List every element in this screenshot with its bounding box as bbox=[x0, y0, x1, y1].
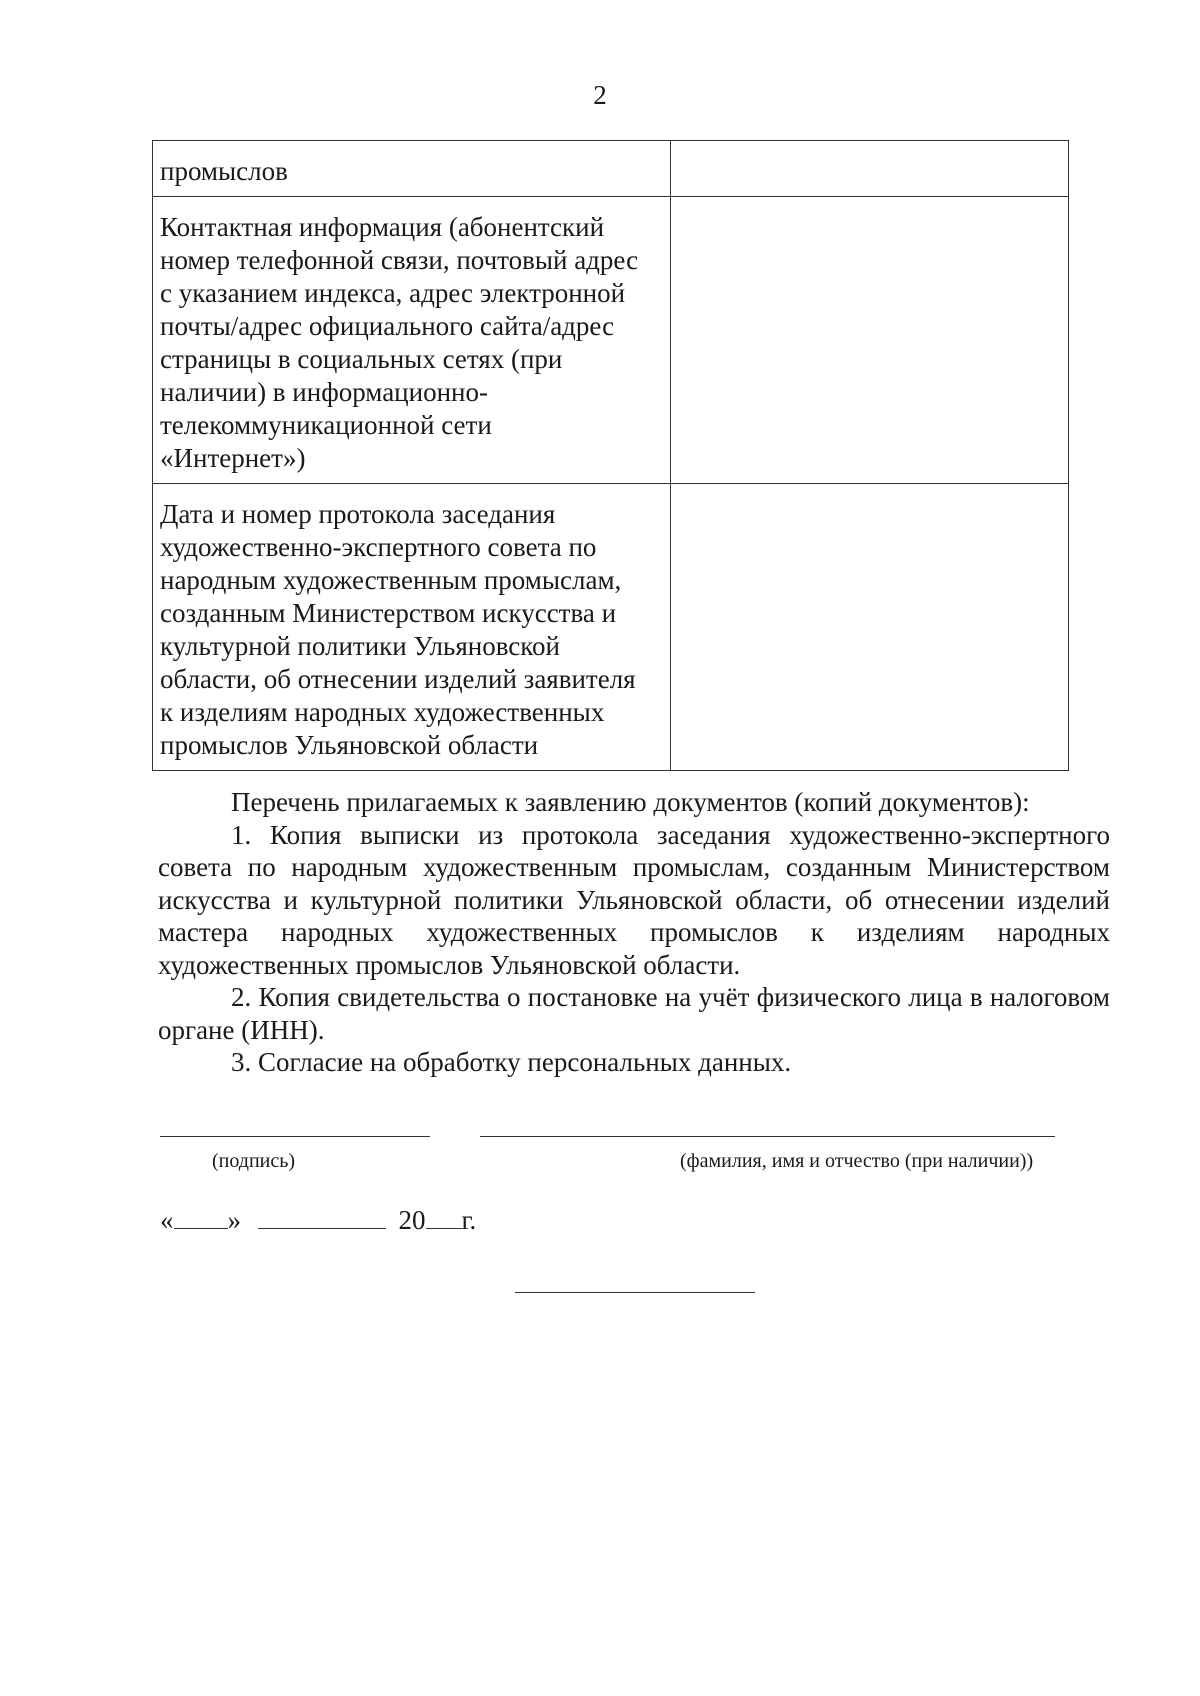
list-item: 1. Копия выписки из протокола заседания художественно-экспертного совета по народным художественным промыслам, созданным Министерством искусства и культурной политики Ульяновской области, об отнесении изделий мастера народных художественных промыслов к изделиям народных художественных промыслов Ульяновской области. bbox=[158, 819, 1110, 980]
year-blank[interactable] bbox=[426, 1204, 462, 1229]
year-prefix: 20 bbox=[398, 1205, 426, 1235]
end-divider bbox=[515, 1292, 755, 1293]
open-quote: « bbox=[160, 1205, 174, 1235]
table-row bbox=[153, 484, 1069, 771]
attached-documents-list bbox=[158, 786, 1110, 1079]
year-suffix: г. bbox=[461, 1205, 477, 1235]
field-value[interactable] bbox=[671, 484, 1069, 771]
field-label: Контактная информация (абонентский номер телефонной связи, почтовый адрес с указанием индекса, адрес электронной почты/адрес официального сайта/адрес страницы в социальных сетях (при наличии) в информационно- телекоммуникационной сети «Интернет») bbox=[153, 197, 671, 484]
field-value[interactable] bbox=[671, 197, 1069, 484]
list-item: 3. Согласие на обработку персональных данных. bbox=[231, 1047, 792, 1077]
date-field bbox=[160, 1204, 476, 1236]
table-row bbox=[153, 197, 1069, 484]
field-label: Дата и номер протокола заседания художественно-экспертного совета по народным художественным промыслам, созданным Министерством искусства и культурной политики Ульяновской области, об отнесении изделий заявителя к изделиям народных художественных промыслов Ульяновской области bbox=[153, 484, 671, 771]
table-row bbox=[153, 141, 1069, 197]
field-label: промыслов bbox=[153, 141, 671, 197]
field-value[interactable] bbox=[671, 141, 1069, 197]
signature-caption: (подпись) bbox=[212, 1150, 296, 1172]
signature-line[interactable] bbox=[160, 1136, 430, 1137]
full-name-line[interactable] bbox=[480, 1136, 1055, 1137]
month-blank[interactable] bbox=[258, 1204, 386, 1229]
documents-heading: Перечень прилагаемых к заявлению документов (копий документов): bbox=[231, 787, 1030, 817]
full-name-caption: (фамилия, имя и отчество (при наличии)) bbox=[680, 1150, 1034, 1172]
day-blank[interactable] bbox=[174, 1204, 228, 1229]
application-form-table bbox=[152, 140, 1069, 771]
list-item: 2. Копия свидетельства о постановке на учёт физического лица в налоговом органе (ИНН). bbox=[158, 982, 1110, 1045]
page-number: 2 bbox=[593, 80, 607, 110]
close-quote: » bbox=[227, 1205, 241, 1235]
